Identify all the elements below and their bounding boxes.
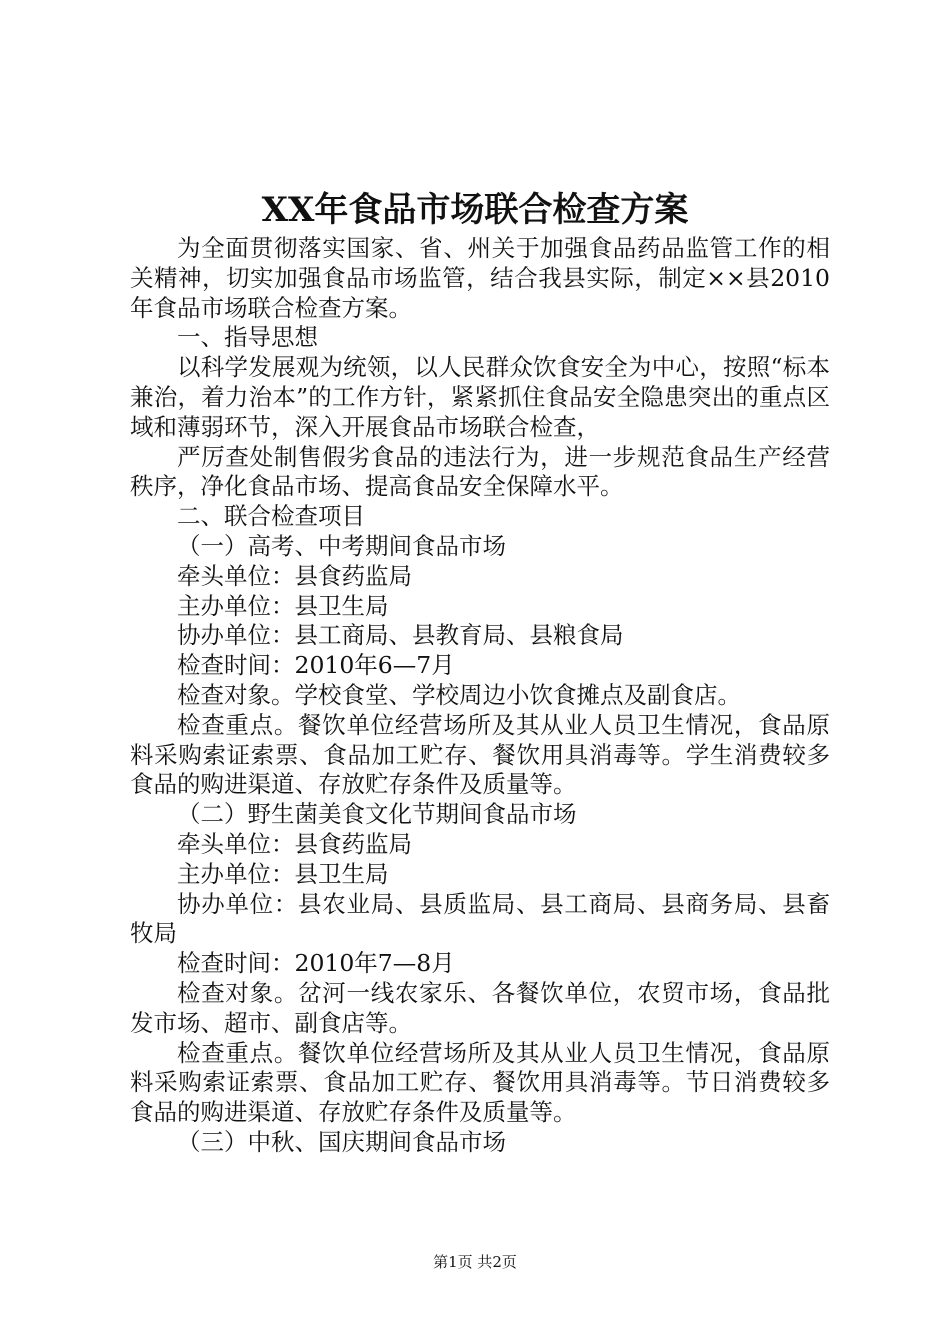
- list-item: 检查重点。餐饮单位经营场所及其从业人员卫生情况，食品原料采购索证索票、食品加工贮存、餐饮用具消毒等。学生消费较多食品的购进渠道、存放贮存条件及质量等。: [130, 710, 830, 799]
- section-heading-inspection-items: 二、联合检查项目: [177, 502, 365, 531]
- list-item: 检查重点。餐饮单位经营场所及其从业人员卫生情况，食品原料采购索证索票、食品加工贮存、餐饮用具消毒等。节日消费较多食品的购进渠道、存放贮存条件及质量等。: [130, 1038, 830, 1127]
- page-footer: 第1页 共2页: [433, 1253, 517, 1271]
- list-item: 牵头单位：县食药监局: [177, 561, 412, 590]
- list-item: 牵头单位：县食药监局: [177, 829, 412, 858]
- document-title: XX年食品市场联合检查方案: [261, 190, 689, 230]
- subsection-heading-exam-period: （一）高考、中考期间食品市场: [177, 531, 506, 560]
- list-item: 协办单位：县农业局、县质监局、县工商局、县商务局、县畜牧局: [130, 889, 830, 948]
- list-item: 检查对象。岔河一线农家乐、各餐饮单位，农贸市场，食品批发市场、超市、副食店等。: [130, 978, 830, 1037]
- subsection-heading-mushroom-festival: （二）野生菌美食文化节期间食品市场: [177, 800, 577, 829]
- list-item: 检查时间：2010年7—8月: [177, 949, 455, 978]
- list-item: 检查时间：2010年6—7月: [177, 651, 455, 680]
- list-item: 协办单位：县工商局、县教育局、县粮食局: [177, 621, 624, 650]
- paragraph-intro: 为全面贯彻落实国家、省、州关于加强食品药品监管工作的相关精神，切实加强食品市场监管，结合我县实际，制定××县2010年食品市场联合检查方案。: [130, 234, 830, 322]
- paragraph-guiding-ideology: 以科学发展观为统领，以人民群众饮食安全为中心，按照“标本兼治，着力治本”的工作方针，紧紧抓住食品安全隐患突出的重点区域和薄弱环节，深入开展食品市场联合检查，: [130, 353, 830, 441]
- section-heading-guiding-ideology: 一、指导思想: [177, 323, 318, 352]
- document-body: [130, 234, 830, 1158]
- paragraph-guiding-ideology-cont: 严厉查处制售假劣食品的违法行为，进一步规范食品生产经营秩序，净化食品市场、提高食品安全保障水平。: [130, 442, 830, 501]
- subsection-heading-midautumn: （三）中秋、国庆期间食品市场: [177, 1127, 506, 1156]
- list-item: 检查对象。学校食堂、学校周边小饮食摊点及副食店。: [177, 680, 741, 709]
- list-item: 主办单位：县卫生局: [177, 859, 389, 888]
- list-item: 主办单位：县卫生局: [177, 591, 389, 620]
